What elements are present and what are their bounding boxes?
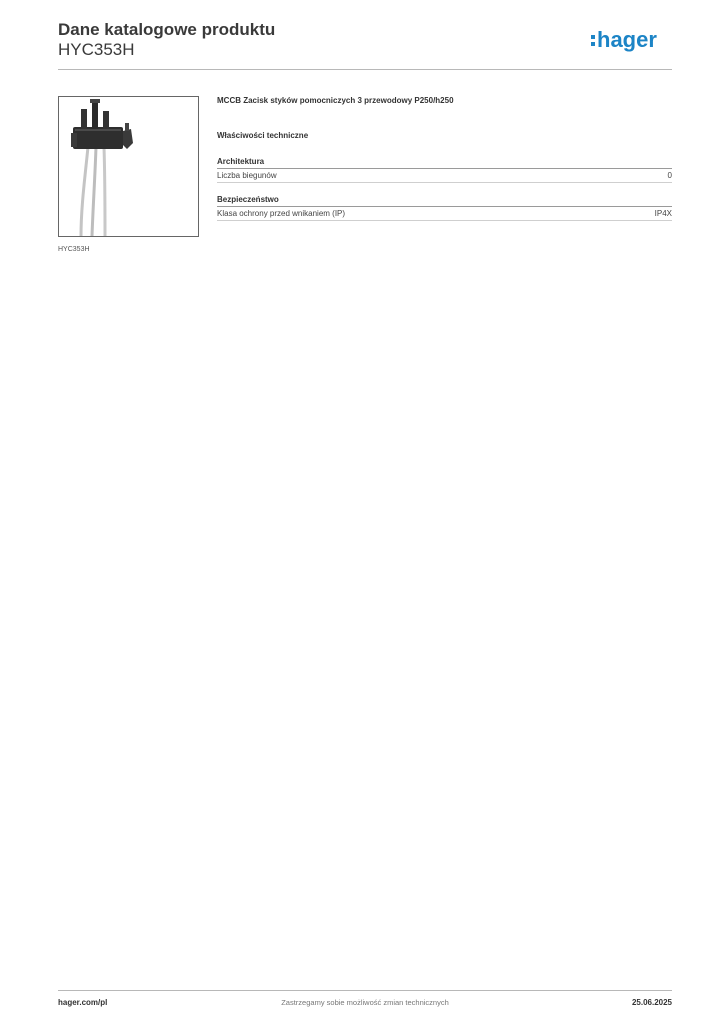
- svg-text:hager: hager: [597, 28, 657, 52]
- product-code: HYC353H: [58, 40, 135, 59]
- page-title: Dane katalogowe produktu: [58, 20, 276, 39]
- hager-logo: [590, 28, 672, 54]
- group-title: Architektura: [217, 156, 672, 169]
- property-row: [217, 169, 672, 183]
- property-group-safety: [217, 194, 672, 221]
- group-title: Bezpieczeństwo: [217, 194, 672, 207]
- footer-date: 25.06.2025: [631, 998, 672, 1007]
- product-image-caption: HYC353H: [58, 246, 90, 253]
- page-header: [58, 20, 672, 70]
- property-label: Klasa ochrony przed wnikaniem (IP): [217, 209, 346, 218]
- property-label: Liczba biegunów: [217, 171, 277, 180]
- footer-divider: [58, 990, 672, 991]
- technical-properties-heading: Właściwości techniczne: [217, 131, 309, 140]
- product-image: [58, 96, 199, 237]
- property-group-architecture: [217, 156, 672, 183]
- footer-disclaimer: Zastrzegamy sobie możliwość zmian technicznych: [281, 998, 449, 1007]
- property-value: IP4X: [654, 209, 672, 218]
- header-divider: [58, 69, 672, 70]
- page-footer: [58, 998, 672, 1010]
- property-value: 0: [667, 171, 672, 180]
- footer-website: hager.com/pl: [58, 998, 108, 1007]
- property-row: [217, 207, 672, 221]
- product-description: MCCB Zacisk styków pomocniczych 3 przewodowy P250/h250: [217, 96, 454, 105]
- auxiliary-contact-terminal-icon: [59, 97, 198, 236]
